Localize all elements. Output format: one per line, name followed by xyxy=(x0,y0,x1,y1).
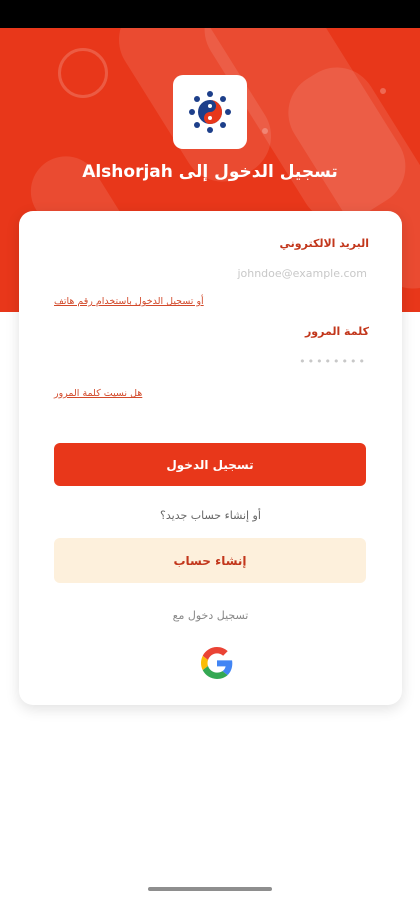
decorative-dot xyxy=(262,128,268,134)
login-button[interactable]: تسجيل الدخول xyxy=(54,443,366,486)
decorative-circle xyxy=(58,48,108,98)
password-label: كلمة المرور xyxy=(304,325,369,338)
status-bar xyxy=(0,0,420,28)
email-field[interactable] xyxy=(53,259,369,287)
password-field[interactable] xyxy=(53,347,369,375)
login-with-text: تسجيل دخول مع xyxy=(172,609,249,622)
app-logo xyxy=(173,75,247,149)
google-icon[interactable] xyxy=(201,647,233,679)
email-label: البريد الالكتروني xyxy=(279,237,369,250)
forgot-password-link[interactable]: هل نسيت كلمة المرور xyxy=(54,388,143,399)
decorative-dot xyxy=(380,88,386,94)
page-title: تسجيل الدخول إلى Alshorjah xyxy=(82,162,338,182)
alshorjah-logo-icon xyxy=(186,88,234,136)
login-card xyxy=(19,211,402,705)
email-field-wrapper xyxy=(53,259,369,287)
phone-login-link[interactable]: أو تسجيل الدخول باستخدام رقم هاتف xyxy=(54,296,204,307)
create-account-button[interactable]: إنشاء حساب xyxy=(54,538,366,583)
password-field-wrapper xyxy=(53,347,369,375)
create-account-prompt: أو إنشاء حساب جديد؟ xyxy=(160,509,261,522)
home-indicator[interactable] xyxy=(148,887,272,891)
